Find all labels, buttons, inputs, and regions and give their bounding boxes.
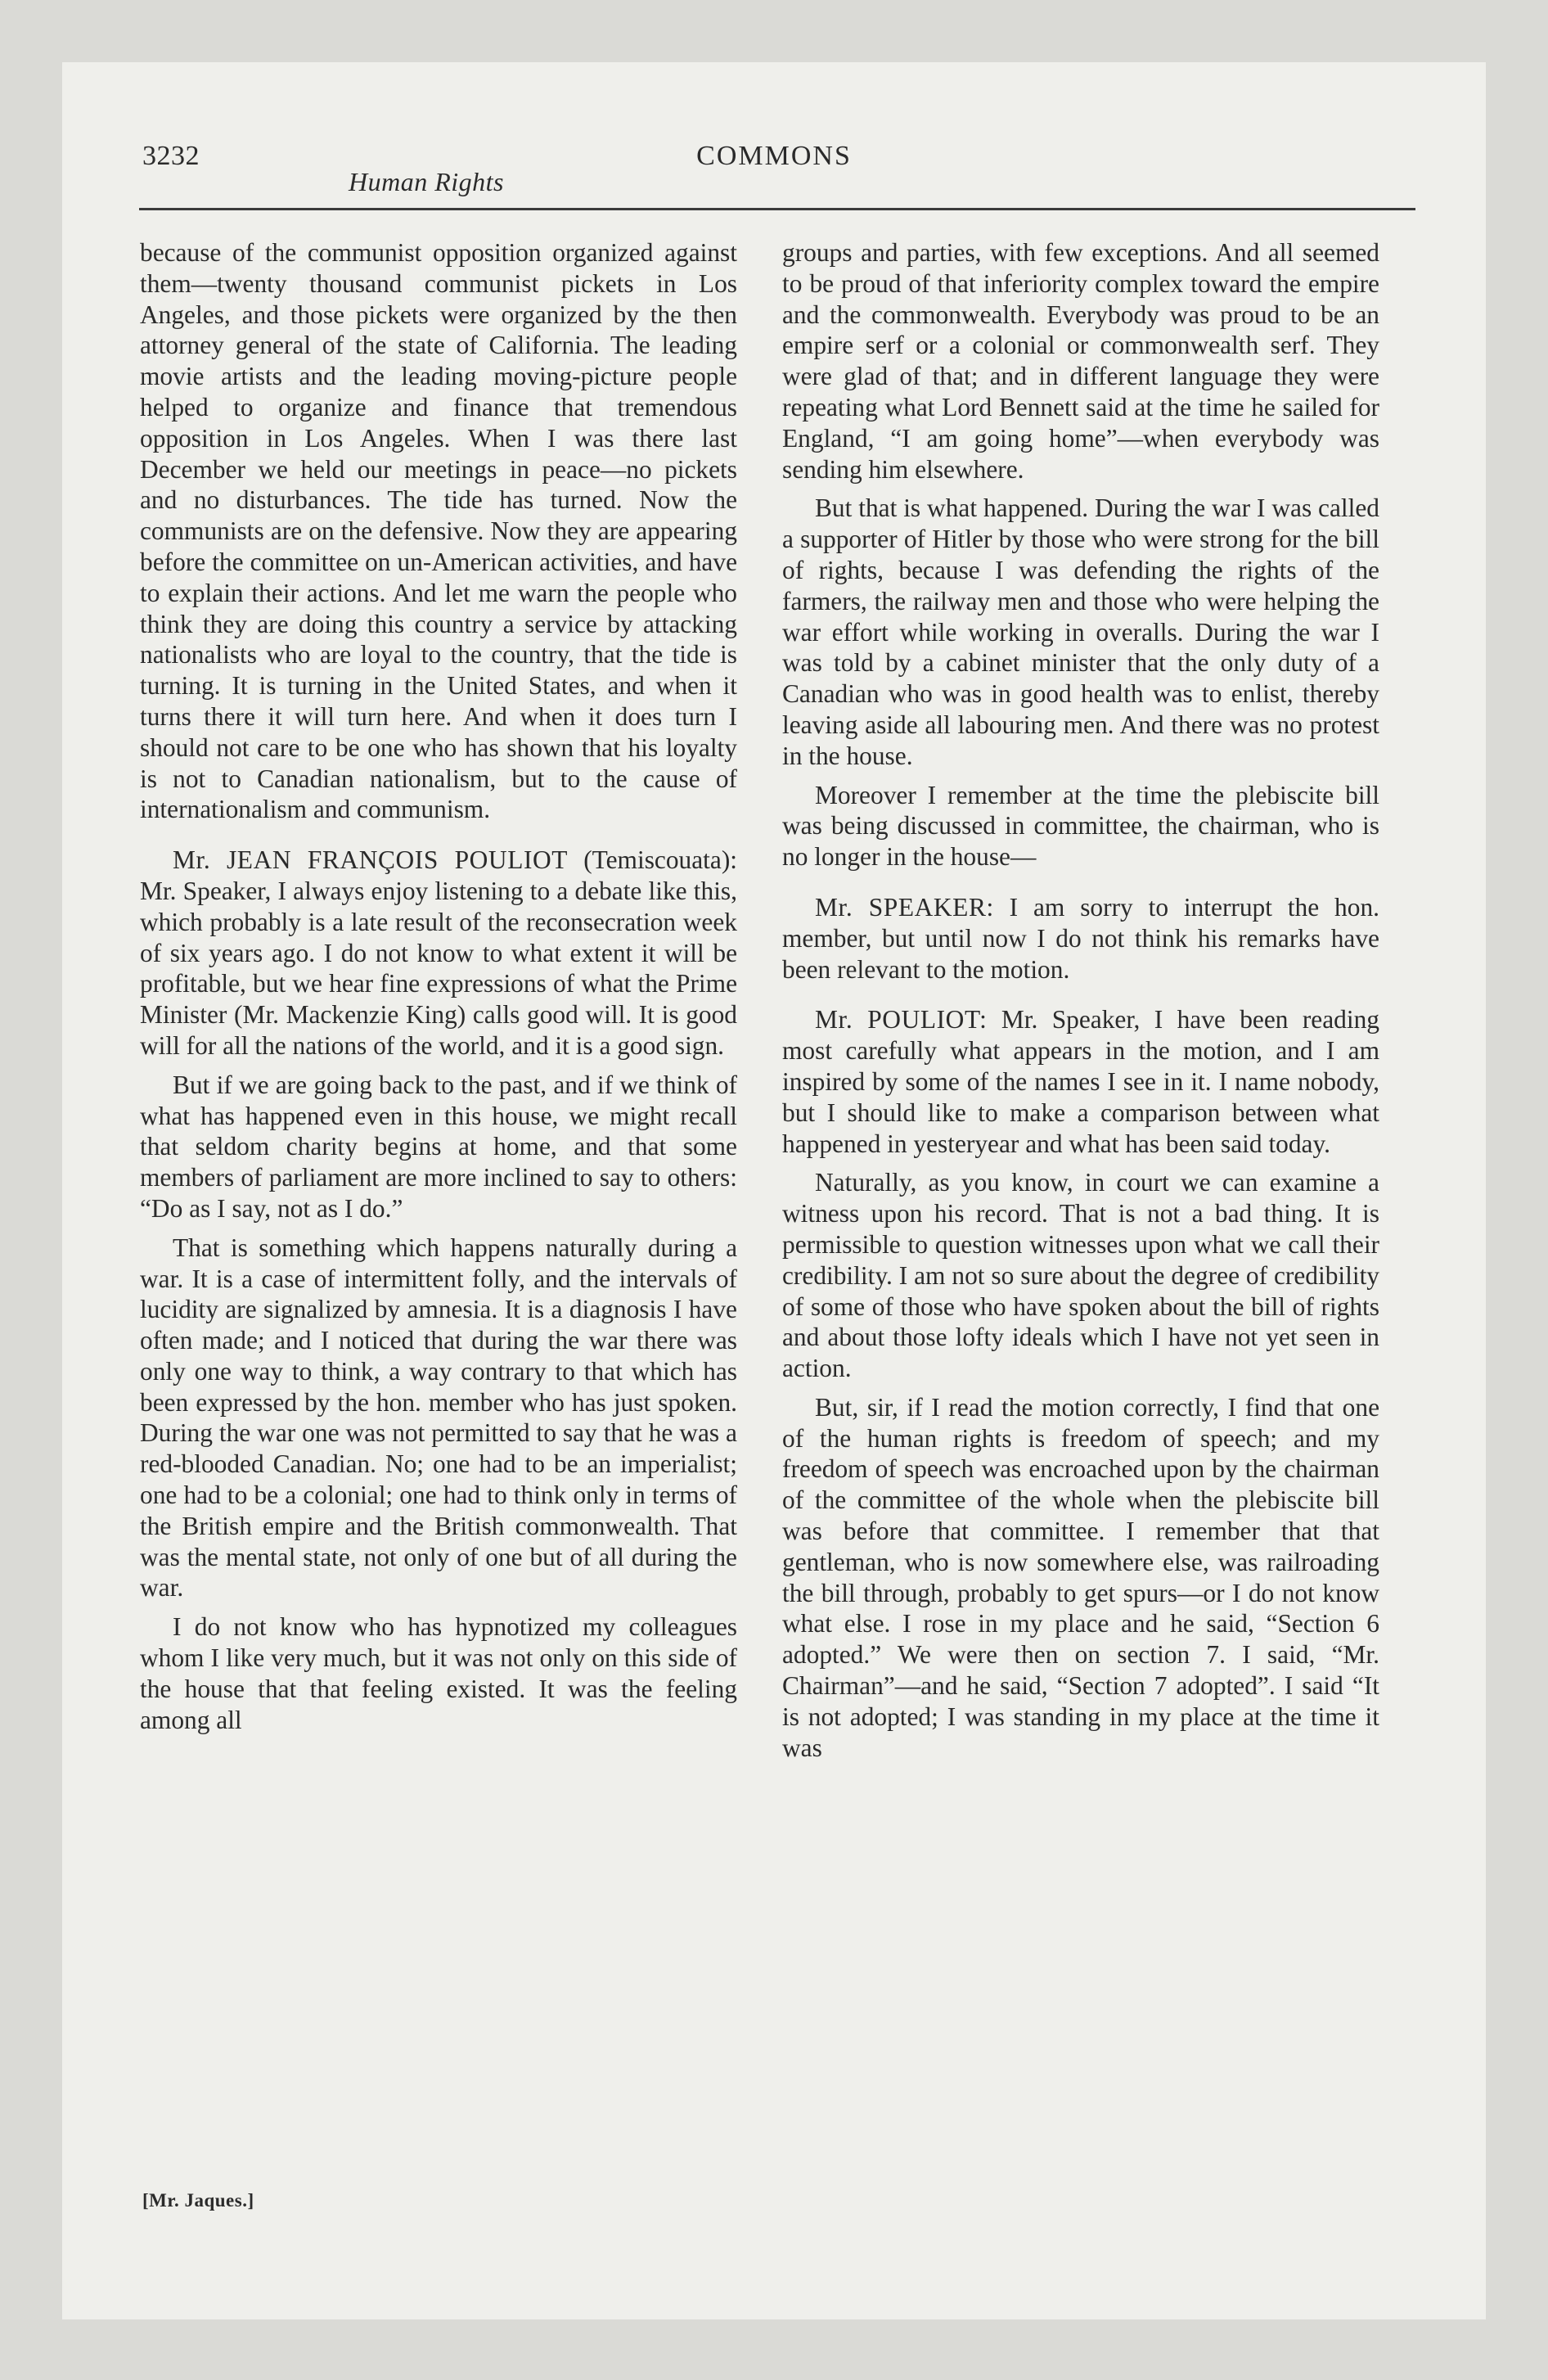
paragraph: Moreover I remember at the time the plebiscite bill was being discussed in committee, the chairman, who is no longer in the house— [782, 780, 1379, 872]
paragraph: because of the communist opposition organized against them—twenty thousand communist pickets in Los Angeles, and those pickets were organized by the then attorney general of the state of California. The leading movie artists and the leading moving-picture people helped to organize and finance that tremendous opposition in Los Angeles. When I was there last December we held our meetings in peace—no pickets and no disturbances. The tide has turned. Now the communists are on the defensive. Now they are appearing before the committee on un-American activities, and have to explain their actions. And let me warn the people who think they are doing this country a service by attacking nationalists who are loyal to the country, that the tide is turning. It is turning in the United States, and when it turns there it will turn here. And when it does turn I should not care to be one who has shown that his loyalty is not to Canadian nationalism, but to the cause of internationalism and communism. [140, 238, 737, 824]
speech-text: Mr. Speaker, I have been reading most carefully what appears in the motion, and I am inspired by some of the names I see in it. I name nobody, but I should like to make a comparison between what happened in yesteryear and what has been said today. [782, 1005, 1379, 1158]
left-column [140, 237, 737, 1743]
speech-text: I am sorry to interrupt the hon. member, but until now I do not think his remarks have been relevant to the motion. [782, 892, 1379, 984]
paragraph [782, 892, 1379, 985]
paragraph: But that is what happened. During the war I was called a supporter of Hitler by those who were strong for the bill of rights, because I was defending the rights of the farmers, the railway men and those who were helping the war effort while working in overalls. During the war I was told by a cabinet minister that the only duty of a Canadian who was in good health was to enlist, thereby leaving aside all labouring men. And there was no protest in the house. [782, 494, 1379, 770]
speaker-name: Mr. SPEAKER: [815, 892, 994, 922]
paragraph: But if we are going back to the past, and if we think of what has happened even in this house, we might recall that seldom charity begins at home, and that some members of parliament are more inclined to say to others: “Do as I say, not as I do.” [140, 1070, 737, 1223]
footer-attribution: [Mr. Jaques.] [142, 2190, 254, 2211]
section-subtitle: Human Rights [349, 167, 504, 196]
speaker-name: Mr. POULIOT: [815, 1005, 988, 1034]
page-number: 3232 [142, 141, 200, 171]
paragraph: That is something which happens naturally during a war. It is a case of intermittent folly, and the intervals of lucidity are signalized by amnesia. It is a diagnosis I have often made; and I noticed that during the war there was only one way to think, a way contrary to that which has been expressed by the hon. member who has just spoken. During the war one was not permitted to say that he was a red-blooded Canadian. No; one had to be an imperialist; one had to be a colonial; one had to think only in terms of the British empire and the British commonwealth. That was the mental state, not only of one but of all during the war. [140, 1233, 737, 1602]
page-sheet [62, 62, 1486, 2319]
header-rule [139, 208, 1415, 210]
paragraph: I do not know who has hypnotized my colleagues whom I like very much, but it was not only on this side of the house that that feeling existed. It was the feeling among all [140, 1612, 737, 1734]
speaker-name: Mr. JEAN FRANÇOIS POULIOT [173, 845, 569, 875]
paragraph: But, sir, if I read the motion correctly, I find that one of the human rights is freedom of speech; and my freedom of speech was encroached upon by the chairman of the committee of the whole when the plebiscite bill was before that committee. I remember that that gentleman, who is now somewhere else, was railroading the bill through, probably to get spurs—or I do not know what else. I rose in my place and he said, “Section 6 adopted.” We were then on section 7. I said, “Mr. Chairman”—and he said, “Section 7 adopted”. I said “It is not adopted; I was standing in my place at the time it was [782, 1392, 1379, 1762]
paragraph: Naturally, as you know, in court we can examine a witness upon his record. That is not a bad thing. It is permissible to question witnesses upon what we call their credibility. I am not so sure about the degree of credibility of some of those who have spoken about the bill of rights and about those lofty ideals which I have not yet seen in action. [782, 1168, 1379, 1383]
paragraph: groups and parties, with few exceptions. And all seemed to be proud of that inferiority complex toward the empire and the commonwealth. Everybody was proud to be an empire serf or a colonial or commonwealth serf. They were glad of that; and in different language they were repeating what Lord Bennett said at the time he sailed for England, “I am going home”—when everybody was sending him elsewhere. [782, 238, 1379, 484]
paragraph [140, 845, 737, 1062]
running-title: COMMONS [696, 141, 852, 171]
paragraph [782, 1004, 1379, 1159]
right-column [782, 237, 1379, 1771]
speech-text: (Temiscouata): Mr. Speaker, I always enjoy listening to a debate like this, which probably is a late result of the reconsecration week of six years ago. I do not know to what extent it will be profitable, but we hear fine expressions of what the Prime Minister (Mr. Mackenzie King) calls good will. It is good will for all the nations of the world, and it is a good sign. [140, 845, 737, 1060]
